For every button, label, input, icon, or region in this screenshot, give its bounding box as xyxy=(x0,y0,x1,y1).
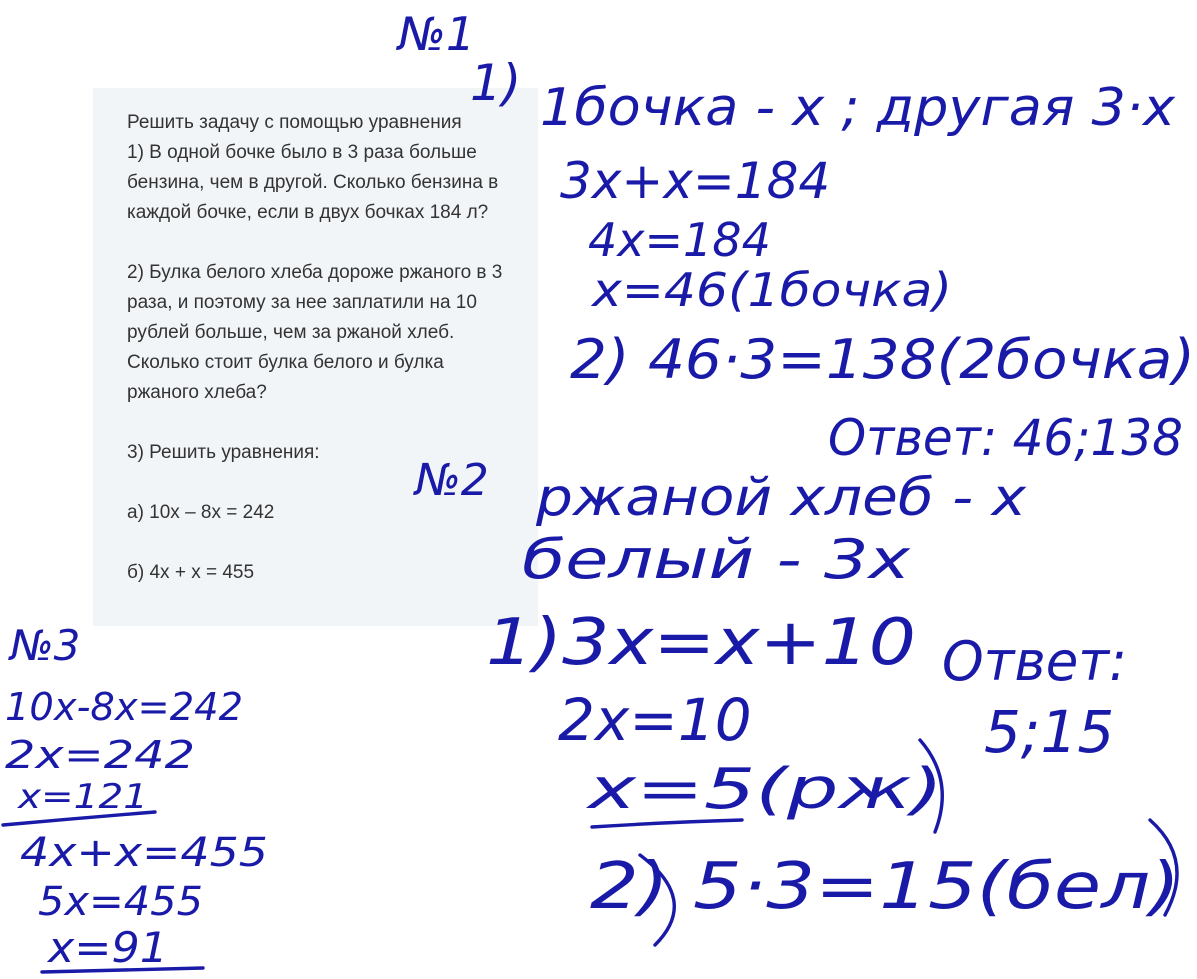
sol3-line-5: 5x=455 xyxy=(38,879,203,925)
task-problem-2: 2) Булка белого хлеба дороже ржаного в 3 раза, и поэтому за нее заплатили на 10 рублей больше, чем за ржаной хлеб. Сколько стоит булка белого и булка ржаного хлеба? xyxy=(127,262,503,403)
sol3-line-6: x=91 xyxy=(45,923,168,972)
task-equation-a: а) 10х – 8х = 242 xyxy=(127,502,275,523)
solution-2 xyxy=(412,455,1180,924)
sol3-line-4: 4x+x=455 xyxy=(20,830,268,876)
solution-1 xyxy=(395,7,1195,467)
sol3-line-2: 2x=242 xyxy=(5,733,195,777)
sol1-line-1: 1бочка - x ; другая 3·x xyxy=(540,78,1177,138)
sol1-line-2: 3x+x=184 xyxy=(560,152,831,210)
sol2-line-6: 2) 5·3=15(бел) xyxy=(590,850,1180,924)
sol2-answer-label: Ответ: xyxy=(942,630,1127,693)
sol2-label: №2 xyxy=(415,455,489,506)
sol1-line-3: 4x=184 xyxy=(588,213,771,267)
task-equation-b: б) 4х + х = 455 xyxy=(127,562,255,583)
solution-3 xyxy=(5,621,268,972)
task-problem-1: 1) В одной бочке было в 3 раза больше бензина, чем в другой. Сколько бензина в каждой бочке, если в двух бочках 184 л? xyxy=(127,142,499,223)
sol1-line-4: x=46(1бочка) xyxy=(589,263,952,317)
sol1-label: №1 xyxy=(398,7,476,61)
sol2-line-5: x=5(рж) xyxy=(585,757,943,822)
task-problem-3: 3) Решить уравнения: xyxy=(127,442,320,463)
sol2-line-3: 1)3x=x+10 xyxy=(486,606,916,680)
sol2-answer-value: 5;15 xyxy=(984,698,1115,766)
sol1-answer: Ответ: 46;138 xyxy=(828,409,1183,467)
sol2-line-4: 2x=10 xyxy=(558,686,752,754)
task-title: Решить задачу с помощью уравнения xyxy=(127,112,462,133)
sol2-line-2: белый - 3x xyxy=(522,528,912,591)
sol1-number: 1) xyxy=(470,54,522,112)
sol3-label: №3 xyxy=(10,621,81,670)
sol3-line-3: x=121 xyxy=(16,777,149,817)
sol1-line-5: 2) 46·3=138(2бочка) xyxy=(570,328,1195,391)
sol3-line-1: 10x-8x=242 xyxy=(5,685,244,729)
sol2-line-1: ржаной хлеб - x xyxy=(534,468,1028,528)
